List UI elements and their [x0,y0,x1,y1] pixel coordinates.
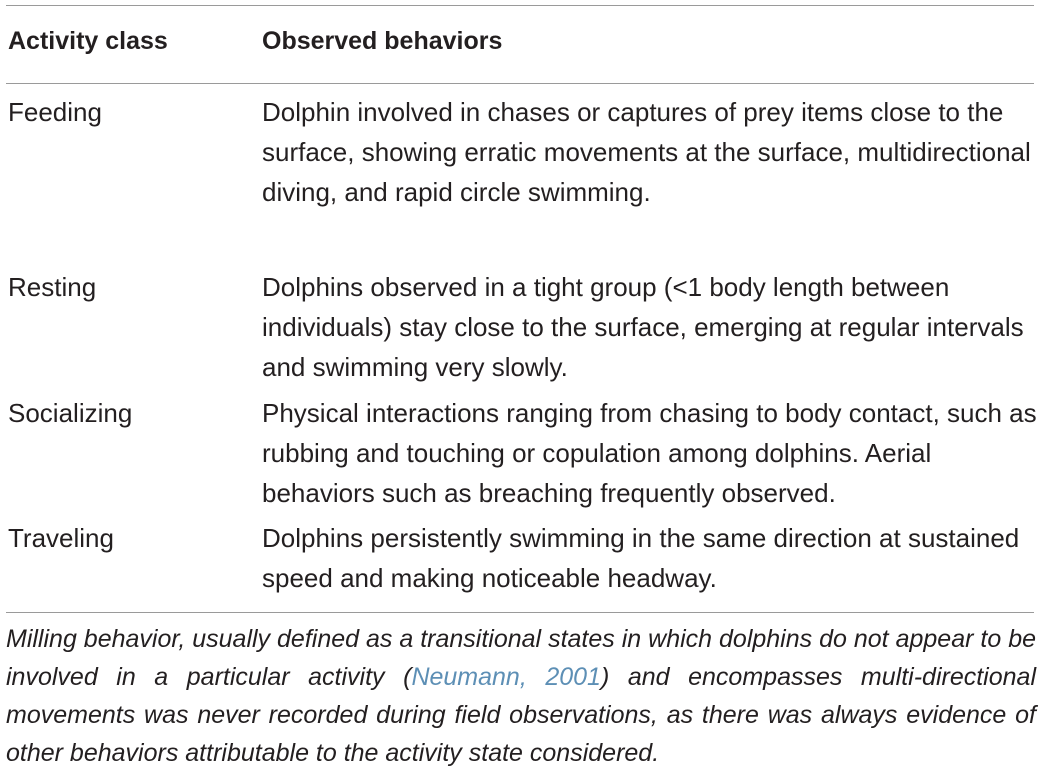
row-resting-observed-behaviors: Dolphins observed in a tight group (<1 body length between individuals) stay close to the surface, emerging at regular intervals and swimming very slowly. [262,272,1024,382]
column-header-activity-class: Activity class [8,27,168,55]
table-top-rule [6,5,1034,6]
row-resting-activity-class: Resting [8,272,97,302]
row-socializing-activity-class: Socializing [8,398,133,428]
citation-link-neumann-2001[interactable]: Neumann, 2001 [411,663,601,691]
row-traveling-activity-class: Traveling [8,523,114,553]
footnote-text-before: Milling behavior, usually defined as a transitional states in which dolphins do not appear to be involved in a particular activity ( [6,625,1036,691]
row-feeding-activity-class: Feeding [8,97,102,127]
table-header-rule [6,83,1034,84]
row-feeding-observed-behaviors: Dolphin involved in chases or captures of prey items close to the surface, showing erratic movements at the surface, multidirectional diving, and rapid circle swimming. [262,97,1031,207]
row-socializing-observed-behaviors: Physical interactions ranging from chasing to body contact, such as rubbing and touching or copulation among dolphins. Aerial behaviors such as breaching frequently observed. [262,398,1037,508]
footnote-text-after: ) and encompasses multi-directional movements was never recorded during field observations, as there was always evidence of other behaviors attributable to the activity state considered. [6,663,1036,767]
row-traveling-observed-behaviors: Dolphins persistently swimming in the same direction at sustained speed and making noticeable headway. [262,523,1020,593]
table-bottom-rule [6,612,1034,613]
column-header-observed-behaviors: Observed behaviors [262,27,503,55]
table-footnote [6,620,1036,772]
